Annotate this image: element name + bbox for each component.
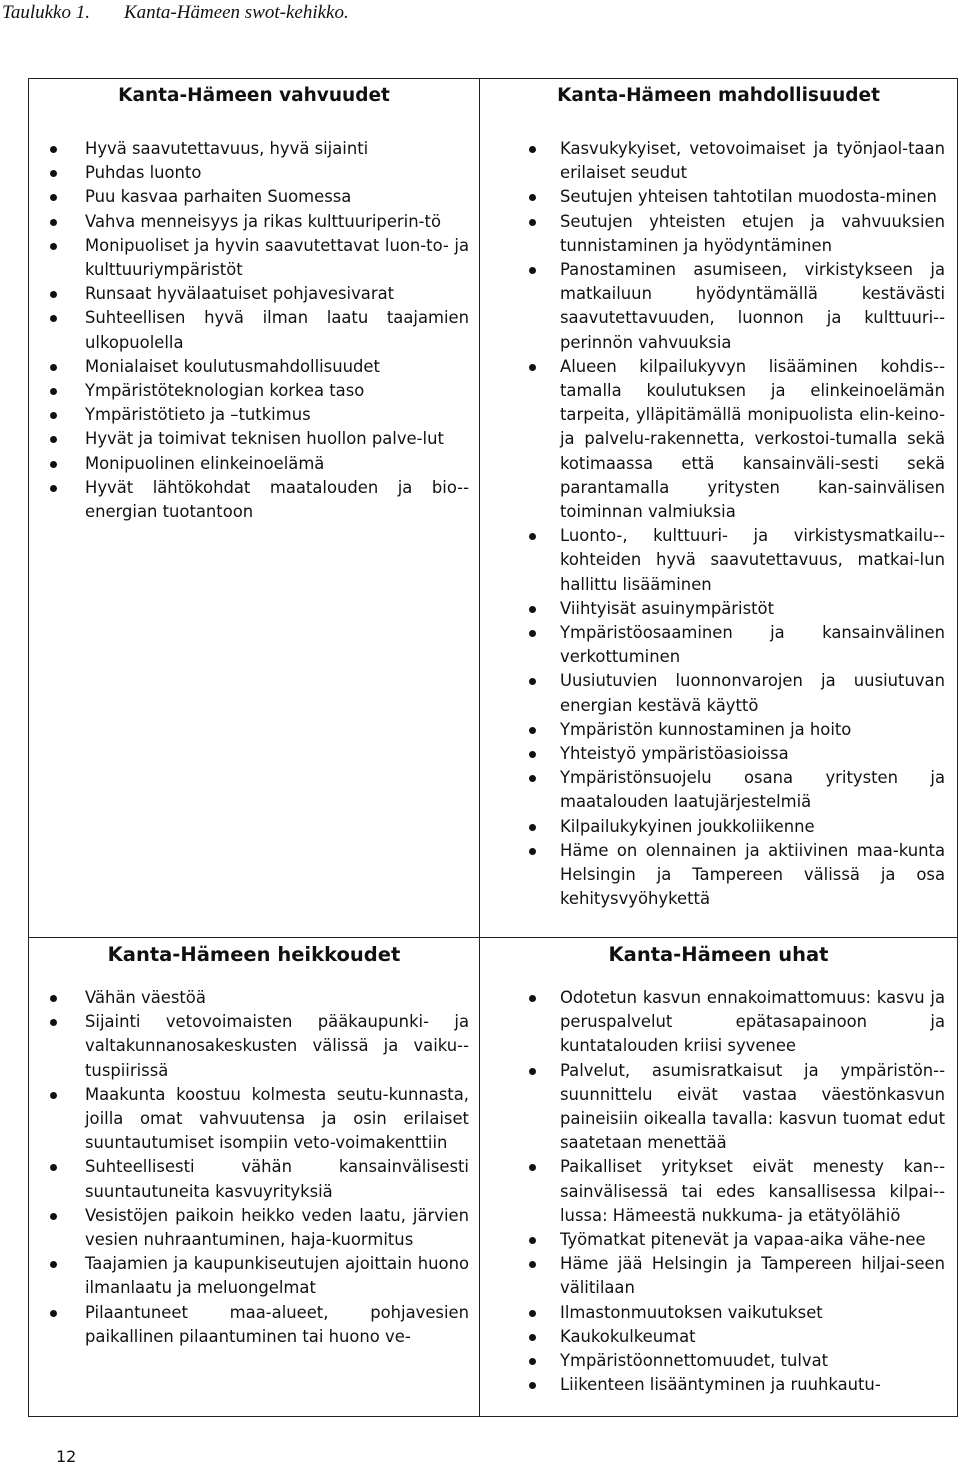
page-number: 12 <box>56 1447 77 1466</box>
list-item: Seutujen yhteisen tahtotilan muodosta-minen <box>480 185 957 209</box>
list-item: Ympäristönsuojelu osana yritysten ja maatalouden laatujärjestelmiä <box>480 766 957 814</box>
list-item: Kasvukykyiset, vetovoimaiset ja työnjaol-taan erilaiset seudut <box>480 137 957 185</box>
list-item: Vahva menneisyys ja rikas kulttuuriperin-tö <box>29 210 479 234</box>
list-item: Hyvät lähtökohdat maatalouden ja bio-energian tuotantoon <box>29 476 479 524</box>
list-item: Ympäristön kunnostaminen ja hoito <box>480 718 957 742</box>
list-item: Suhteellisesti vähän kansainvälisesti suuntautuneita kasvuyrityksiä <box>29 1155 479 1203</box>
opportunities-list <box>480 137 957 912</box>
list-item: Monialaiset koulutusmahdollisuudet <box>29 355 479 379</box>
list-item: Seutujen yhteisten etujen ja vahvuuksien tunnistaminen ja hyödyntäminen <box>480 210 957 258</box>
list-item: Yhteistyö ympäristöasioissa <box>480 742 957 766</box>
list-item: Puhdas luonto <box>29 161 479 185</box>
list-item: Työmatkat pitenevät ja vapaa-aika vähe-nee <box>480 1228 957 1252</box>
list-item: Alueen kilpailukyvyn lisääminen kohdis-tamalla koulutuksen ja elinkeinoelämän tarpeita, ylläpitämällä monipuolista elin-keino- ja palvelu-rakennetta, verkostoi-tumalla sekä kotimaassa että kansainväli-sesti sekä parantamalla yritysten kan-sainvälisen toiminnan valmiuksia <box>480 355 957 524</box>
list-item: Hyvät ja toimivat teknisen huollon palve-lut <box>29 427 479 451</box>
list-item: Viihtyisät asuinympäristöt <box>480 597 957 621</box>
list-item: Vesistöjen paikoin heikko veden laatu, järvien vesien nuhraantuminen, haja-kuormitus <box>29 1204 479 1252</box>
list-item: Häme jää Helsingin ja Tampereen hiljai-seen välitilaan <box>480 1252 957 1300</box>
swot-table <box>28 78 958 1417</box>
list-item: Uusiutuvien luonnonvarojen ja uusiutuvan energian kestävä käyttö <box>480 669 957 717</box>
list-item: Maakunta koostuu kolmesta seutu-kunnasta, joilla omat vahvuutensa ja osin erilaiset suuntautumiset isompiin veto-voimakenttiin <box>29 1083 479 1156</box>
strengths-cell <box>29 79 480 938</box>
list-item: Kaukokulkeumat <box>480 1325 957 1349</box>
list-item: Panostaminen asumiseen, virkistykseen ja matkailuun hyödyntämällä kestävästi saavutettavuuden, luonnon ja kulttuuri-perinnön vahvuuksia <box>480 258 957 355</box>
table-number: Taulukko 1. <box>2 2 90 23</box>
list-item: Häme on olennainen ja aktiivinen maa-kunta Helsingin ja Tampereen välissä ja osa kehitysvyöhykettä <box>480 839 957 912</box>
list-item: Runsaat hyvälaatuiset pohjavesivarat <box>29 282 479 306</box>
list-item: Pilaantuneet maa-alueet, pohjavesien paikallinen pilaantuminen tai huono ve- <box>29 1301 479 1349</box>
list-item: Paikalliset yritykset eivät menesty kan-sainvälisessä tai edes kansallisessa kilpai-lussa: Hämeestä nukkuma- ja etätyölähiö <box>480 1155 957 1228</box>
list-item: Monipuoliset ja hyvin saavutettavat luon-to- ja kulttuuriympäristöt <box>29 234 479 282</box>
strengths-list <box>29 137 479 524</box>
weaknesses-list <box>29 986 479 1349</box>
list-item: Hyvä saavutettavuus, hyvä sijainti <box>29 137 479 161</box>
weaknesses-cell <box>29 938 480 1417</box>
list-item: Liikenteen lisääntyminen ja ruuhkautu- <box>480 1373 957 1397</box>
list-item: Monipuolinen elinkeinoelämä <box>29 452 479 476</box>
strengths-heading: Kanta-Hämeen vahvuudet <box>118 85 390 106</box>
threats-cell <box>480 938 958 1417</box>
threats-list <box>480 986 957 1397</box>
table-caption <box>2 2 383 24</box>
list-item: Sijainti vetovoimaisten pääkaupunki- ja valtakunnanosakeskusten välissä ja vaiku-tuspiirissä <box>29 1010 479 1083</box>
list-item: Ympäristöteknologian korkea taso <box>29 379 479 403</box>
list-item: Suhteellisen hyvä ilman laatu taajamien ulkopuolella <box>29 306 479 354</box>
list-item: Palvelut, asumisratkaisut ja ympäristön-suunnittelu eivät vastaa väestönkasvun paineisiin oikealla tavalla: kasvun tuomat edut saatetaan menettää <box>480 1059 957 1156</box>
opportunities-cell <box>480 79 958 938</box>
list-item: Luonto-, kulttuuri- ja virkistysmatkailu-kohteiden hyvä saavutettavuus, matkai-lun hallittu lisääminen <box>480 524 957 597</box>
opportunities-heading: Kanta-Hämeen mahdollisuudet <box>557 85 880 106</box>
list-item: Puu kasvaa parhaiten Suomessa <box>29 185 479 209</box>
list-item: Odotetun kasvun ennakoimattomuus: kasvu ja peruspalvelut epätasapainoon ja kuntatalouden kriisi syvenee <box>480 986 957 1059</box>
weaknesses-heading: Kanta-Hämeen heikkoudet <box>107 943 401 966</box>
list-item: Taajamien ja kaupunkiseutujen ajoittain huono ilmanlaatu ja meluongelmat <box>29 1252 479 1300</box>
list-item: Ympäristöonnettomuudet, tulvat <box>480 1349 957 1373</box>
list-item: Ympäristötieto ja –tutkimus <box>29 403 479 427</box>
list-item: Kilpailukykyinen joukkoliikenne <box>480 815 957 839</box>
table-title: Kanta-Hämeen swot-kehikko. <box>123 2 349 23</box>
threats-heading: Kanta-Hämeen uhat <box>608 943 829 966</box>
list-item: Ympäristöosaaminen ja kansainvälinen verkottuminen <box>480 621 957 669</box>
list-item: Vähän väestöä <box>29 986 479 1010</box>
list-item: Ilmastonmuutoksen vaikutukset <box>480 1301 957 1325</box>
